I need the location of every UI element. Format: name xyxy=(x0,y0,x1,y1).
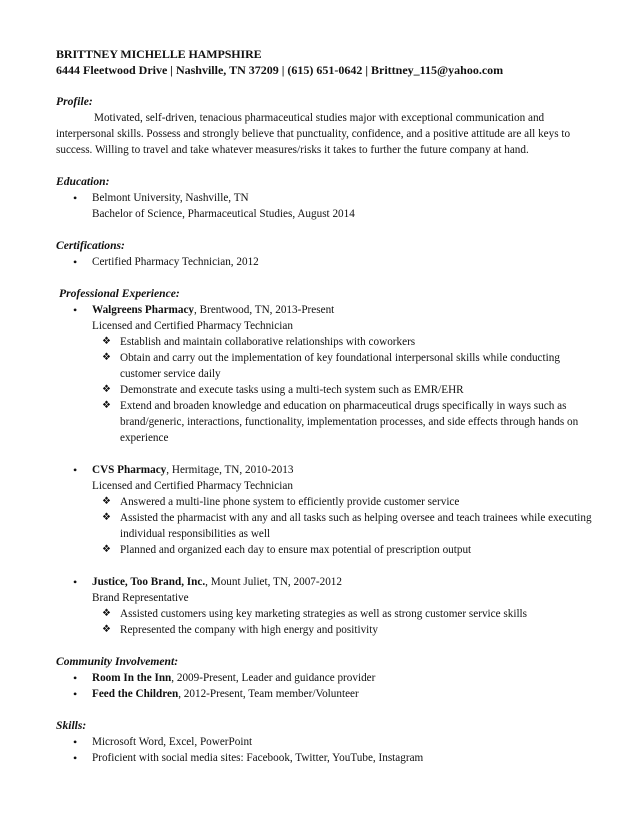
diamond-bullet-icon: ❖ xyxy=(102,624,111,635)
job-title: Brand Representative xyxy=(92,592,189,604)
job-item xyxy=(56,302,596,334)
duty-item: ❖ Planned and organized each day to ensure max potential of prescription output xyxy=(102,544,472,556)
duty-item: ❖ Establish and maintain collaborative relationships with coworkers xyxy=(102,336,416,348)
duty-item: ❖ Assisted customers using key marketing strategies as well as strong customer service skills xyxy=(102,608,528,620)
skills-heading: Skills: xyxy=(56,719,87,732)
job-location: , Mount Juliet, TN, 2007-2012 xyxy=(205,576,342,588)
diamond-bullet-icon: ❖ xyxy=(102,544,111,555)
duty-item: ❖ Assisted the pharmacist with any and all tasks such as helping oversee and teach trainees while executing individual responsibilities as well xyxy=(102,512,592,540)
job-title: Licensed and Certified Pharmacy Technician xyxy=(92,480,293,492)
community-heading: Community Involvement: xyxy=(56,655,179,668)
bullet-icon: • xyxy=(73,303,78,317)
diamond-bullet-icon: ❖ xyxy=(102,496,111,507)
bullet-icon: • xyxy=(73,191,78,205)
bullet-icon: • xyxy=(73,463,78,477)
diamond-bullet-icon: ❖ xyxy=(102,384,111,395)
job-location: , Hermitage, TN, 2010-2013 xyxy=(166,464,294,476)
community-item: • Room In the Inn, 2009-Present, Leader and guidance provider xyxy=(73,671,376,685)
duty-item: ❖ Answered a multi-line phone system to efficiently provide customer service xyxy=(102,496,460,508)
profile-heading: Profile: xyxy=(56,95,93,108)
diamond-bullet-icon: ❖ xyxy=(102,336,111,347)
job-item xyxy=(56,574,596,606)
certification-item xyxy=(56,254,596,270)
bullet-icon: • xyxy=(73,575,78,589)
bullet-icon: • xyxy=(73,735,78,749)
job-location: , Brentwood, TN, 2013-Present xyxy=(194,304,335,316)
community-item: • Feed the Children, 2012-Present, Team member/Volunteer xyxy=(73,687,359,701)
diamond-bullet-icon: ❖ xyxy=(102,608,111,619)
candidate-name: BRITTNEY MICHELLE HAMPSHIRE xyxy=(56,47,262,61)
duty-item: ❖ Represented the company with high energy and positivity xyxy=(102,624,378,636)
education-heading: Education: xyxy=(56,175,110,188)
company-name: CVS Pharmacy xyxy=(92,464,167,476)
company-name: Justice, Too Brand, Inc. xyxy=(92,576,206,588)
duty-item: ❖ Demonstrate and execute tasks using a multi-tech system such as EMR/EHR xyxy=(102,384,464,396)
contact-line: 6444 Fleetwood Drive | Nashville, TN 37209 | (615) 651-0642 | Brittney_115@yahoo.com xyxy=(56,63,504,77)
education-item xyxy=(56,190,596,222)
experience-heading: Professional Experience: xyxy=(59,287,180,300)
degree: Bachelor of Science, Pharmaceutical Studies, August 2014 xyxy=(92,208,355,220)
bullet-icon: • xyxy=(73,255,78,269)
diamond-bullet-icon: ❖ xyxy=(102,512,111,523)
resume-page xyxy=(56,46,596,766)
diamond-bullet-icon: ❖ xyxy=(102,400,111,411)
duty-item: ❖ Extend and broaden knowledge and education on pharmaceutical drugs specifically in ways such as brand/generic, interactions, functionality, implementation processes, and side effects through hands on experience xyxy=(102,400,579,444)
certifications-heading: Certifications: xyxy=(56,239,125,252)
skill-item: • Microsoft Word, Excel, PowerPoint xyxy=(73,735,253,749)
company-name: Walgreens Pharmacy xyxy=(92,304,195,316)
job-item xyxy=(56,462,596,494)
bullet-icon: • xyxy=(73,751,78,765)
certification-text: Certified Pharmacy Technician, 2012 xyxy=(92,256,259,268)
diamond-bullet-icon: ❖ xyxy=(102,352,111,363)
skill-item: • Proficient with social media sites: Facebook, Twitter, YouTube, Instagram xyxy=(73,751,424,765)
school: Belmont University, Nashville, TN xyxy=(92,192,249,204)
duty-item: ❖ Obtain and carry out the implementation of key foundational interpersonal skills while conducting customer service daily xyxy=(102,352,560,380)
bullet-icon: • xyxy=(73,687,78,701)
profile-text: Motivated, self-driven, tenacious pharmaceutical studies major with exceptional communication and interpersonal skills. Possess and strongly believe that punctuality, confidence, and a positive attitude are all keys to success. Willing to travel and take whatever measures/risks it takes to further the future company at hand. xyxy=(56,112,571,156)
job-title: Licensed and Certified Pharmacy Technician xyxy=(92,320,293,332)
bullet-icon: • xyxy=(73,671,78,685)
